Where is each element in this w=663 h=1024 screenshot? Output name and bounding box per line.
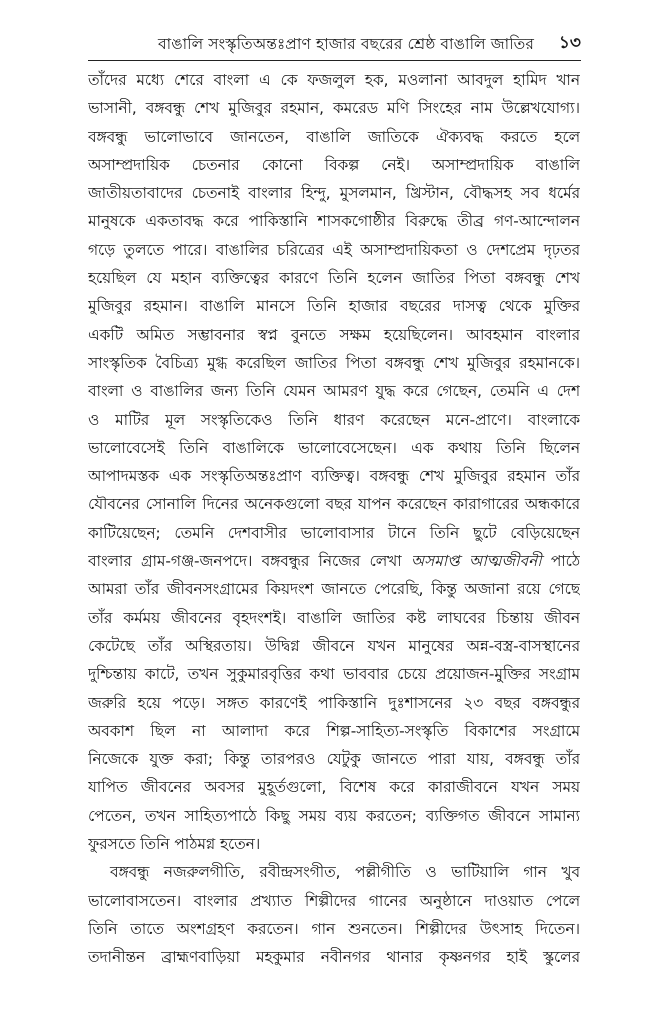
text-line: বঙ্গবন্ধু নজরুলগীতি, রবীন্দ্রসংগীত, পল্লীগীতি ও ভাটিয়ালি গান খুব	[110, 863, 580, 882]
text-line: হয়েছিল যে মহান ব্যক্তিত্বের কারণে তিনি হলেন জাতির পিতা বঙ্গবন্ধু শেখ	[88, 269, 580, 288]
text-line: জরুরি হয়ে পড়ে। সঙ্গত কারণেই পাকিস্তানি দুঃশাসনের ২৩ বছর বঙ্গবন্ধুর	[88, 693, 580, 712]
text-line: তাঁর কর্মময় জীবনের বৃহদংশই। বাঙালি জাতির কষ্ট লাঘবের চিন্তায় জীবন	[88, 608, 580, 627]
text-line: যাপিত জীবনের অবসর মুহূর্তগুলো, বিশেষ করে কারাজীবনে যখন সময়	[88, 778, 580, 797]
running-title: বাঙালি সংস্কৃতিঅন্তঃপ্রাণ হাজার বছরের শ্রেষ্ঠ বাঙালি জাতির	[158, 35, 534, 53]
text-line: তাঁদের মধ্যে শেরে বাংলা এ কে ফজলুল হক, মওলানা আবদুল হামিদ খান	[88, 71, 580, 89]
text-line: কাটিয়েছেন; তেমনি দেশবাসীর ভালোবাসার টানে তিনি ছুটে বেড়িয়েছেন	[88, 523, 580, 542]
text-line: আপাদমস্তক এক সংস্কৃতিঅন্তঃপ্রাণ ব্যক্তিত্ব। বঙ্গবন্ধু শেখ মুজিবুর রহমান তাঁর	[88, 467, 580, 486]
text-line: অবকাশ ছিল না আলাদা করে শিল্প-সাহিত্য-সংস্কৃতি বিকাশের সংগ্রামে	[88, 721, 580, 740]
text-line: সাংস্কৃতিক বৈচিত্র্য মুগ্ধ করেছিল জাতির পিতা বঙ্গবন্ধু শেখ মুজিবুর রহমানকে।	[88, 353, 580, 372]
text-line: ও মাটির মূল সংস্কৃতিকেও তিনি ধারণ করেছেন মনে-প্রাণে। বাংলাকে	[88, 410, 580, 429]
text-line: গড়ে তুলতে পারে। বাঙালির চরিত্রের এই অসাম্প্রদায়িকতা ও দেশপ্রেম দৃঢ়তর	[88, 240, 580, 259]
running-header	[88, 30, 581, 61]
text-line: একটি অমিত সম্ভাবনার স্বপ্ন বুনতে সক্ষম হয়েছিলেন। আবহমান বাংলার	[88, 325, 580, 344]
text-line: ফুরসতে তিনি পাঠমগ্ন হতেন।	[88, 835, 261, 854]
text-line	[88, 547, 580, 575]
text-line: পেতেন, তখন সাহিত্যপাঠে কিছু সময় ব্যয় করতেন; ব্যক্তিগত জীবনে সামান্য	[88, 806, 580, 825]
page-number: ১৩	[558, 33, 581, 53]
paragraph	[88, 858, 580, 971]
text-run: বাংলার গ্রাম-গঞ্জ-জনপদে। বঙ্গবন্ধুর নিজের লেখা	[88, 552, 411, 571]
text-line: তদানীন্তন ব্রাহ্মণবাড়িয়া মহকুমার নবীনগর থানার কৃষ্ণনগর হাই স্কুলের	[88, 948, 580, 967]
text-line: অসাম্প্রদায়িক চেতনার কোনো বিকল্প নেই। অসাম্প্রদায়িক বাঙালি	[88, 155, 580, 174]
text-line: আমরা তাঁর জীবনসংগ্রামের কিয়দংশ জানতে পেরেছি, কিন্তু অজানা রয়ে গেছে	[88, 580, 580, 599]
text-line: নিজেকে যুক্ত করা; কিন্তু তারপরও যেটুকু জানতে পারা যায়, বঙ্গবন্ধু তাঁর	[88, 750, 580, 769]
text-line: যৌবনের সোনালি দিনের অনেকগুলো বছর যাপন করেছেন কারাগারের অন্ধকারে	[88, 495, 580, 514]
text-line: দুশ্চিন্তায় কাটে, তখন সুকুমারবৃত্তির কথা ভাববার চেয়ে প্রয়োজন-মুক্তির সংগ্রাম	[88, 665, 580, 684]
text-line: মুজিবুর রহমান। বাঙালি মানসে তিনি হাজার বছরের দাসত্ব থেকে মুক্তির	[88, 297, 580, 316]
text-line: ভাসানী, বঙ্গবন্ধু শেখ মুজিবুর রহমান, কমরেড মণি সিংহের নাম উল্লেখযোগ্য।	[88, 99, 580, 118]
body-text	[88, 66, 580, 972]
text-line: জাতীয়তাবাদের চেতনাই বাংলার হিন্দু, মুসলমান, খ্রিস্টান, বৌদ্ধসহ সব ধর্মের	[88, 184, 580, 203]
text-line: তিনি তাতে অংশগ্রহণ করতেন। গান শুনতেন। শিল্পীদের উৎসাহ দিতেন।	[88, 919, 580, 938]
book-title: অসমাপ্ত আত্মজীবনী	[410, 552, 542, 571]
text-line: কেটেছে তাঁর অস্থিরতায়। উদ্বিগ্ন জীবনে যখন মানুষের অন্ন-বস্ত্র-বাসস্থানের	[88, 636, 580, 655]
text-line: বাংলা ও বাঙালির জন্য তিনি যেমন আমরণ যুদ্ধ করে গেছেন, তেমনি এ দেশ	[88, 382, 580, 401]
text-line: ভালোবাসতেন। বাংলার প্রখ্যাত শিল্পীদের গানের অনুষ্ঠানে দাওয়াত পেলে	[88, 891, 580, 910]
text-line: ভালোবেসেই তিনি বাঙালিকে ভালোবেসেছেন। এক কথায় তিনি ছিলেন	[88, 438, 580, 457]
text-run: পাঠে	[541, 552, 580, 571]
text-line: মানুষকে একতাবদ্ধ করে পাকিস্তানি শাসকগোষ্ঠীর বিরুদ্ধে তীব্র গণ-আন্দোলন	[88, 212, 580, 231]
paragraph	[88, 66, 580, 858]
text-line: বঙ্গবন্ধু ভালোভাবে জানতেন, বাঙালি জাতিকে ঐক্যবদ্ধ করতে হলে	[88, 127, 580, 146]
